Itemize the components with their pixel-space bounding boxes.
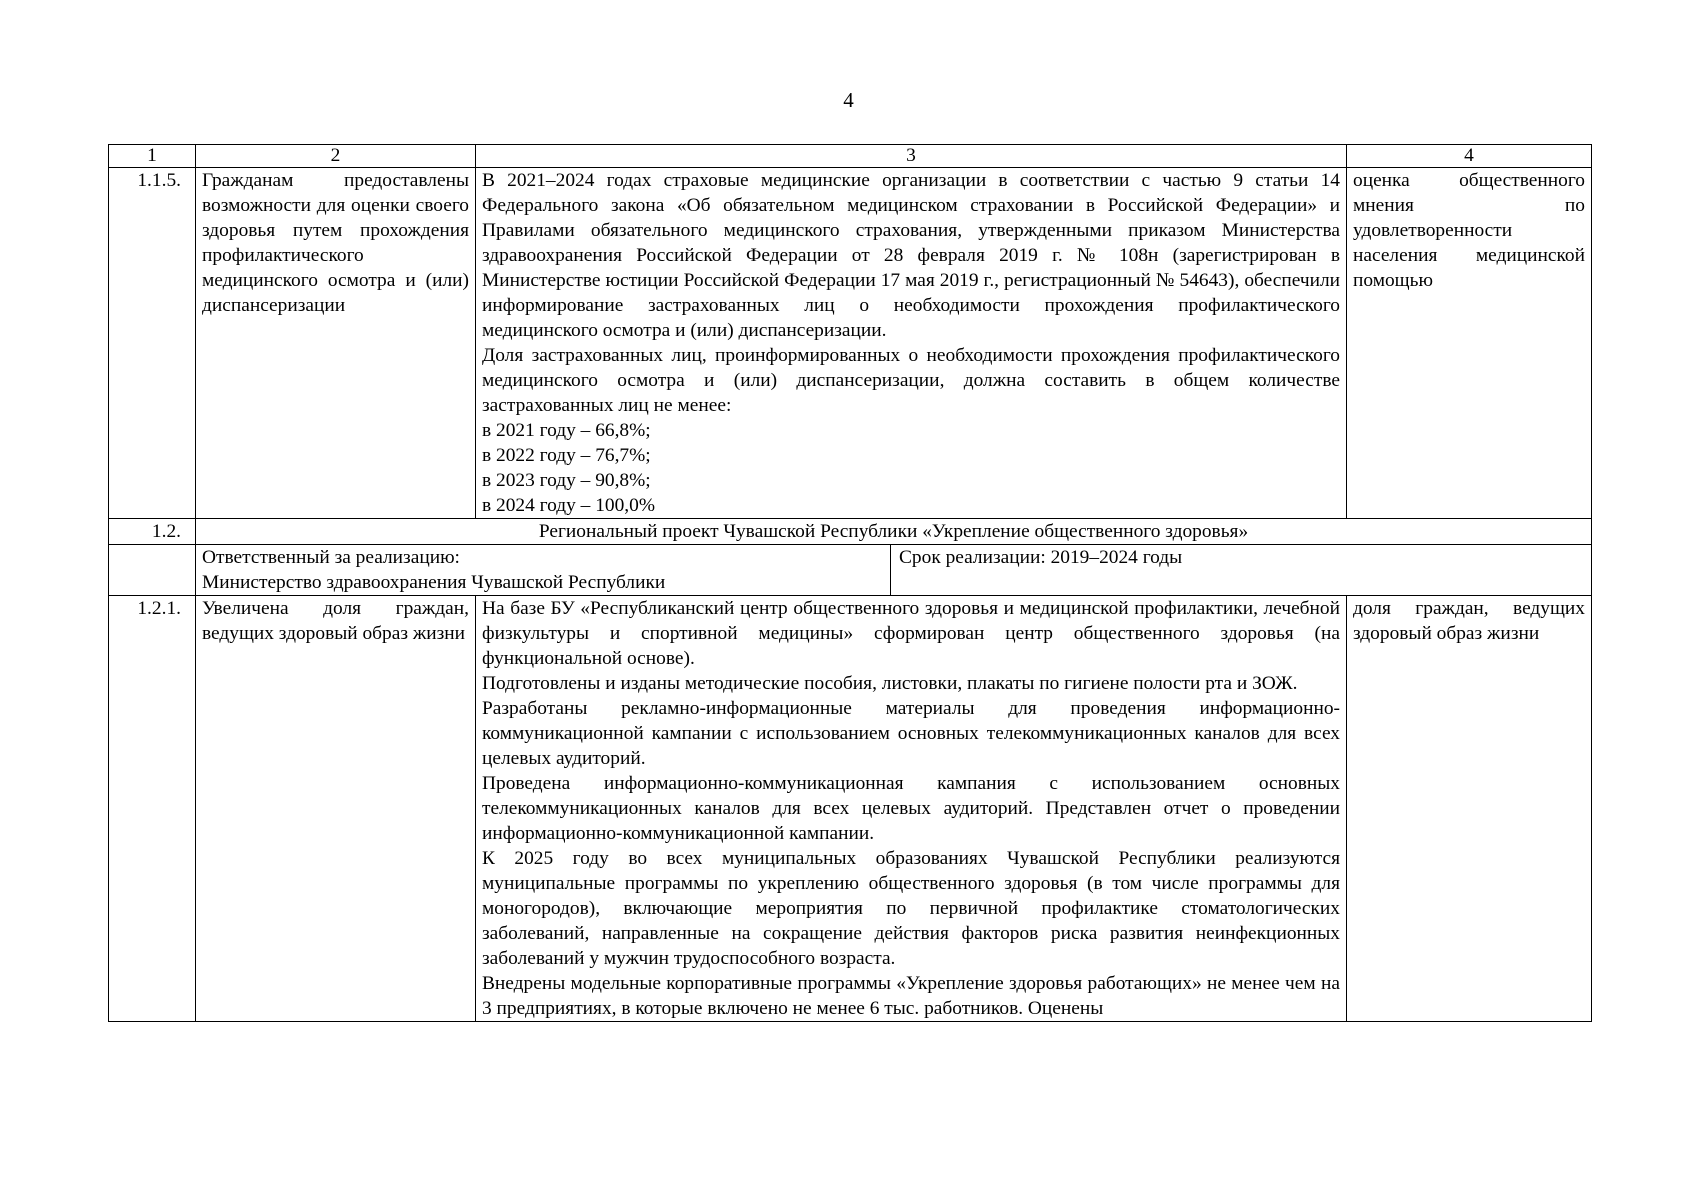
indicator-cell: оценка общественного мнения по удовлетворенности населения медицинской помощью: [1347, 168, 1592, 519]
year-target-2023: в 2023 году – 90,8%;: [482, 470, 651, 491]
description-paragraph: К 2025 году во всех муниципальных образованиях Чувашской Республики реализуются муниципальные программы по укреплению общественного здоровья (в том числе программы для моногородов), включающие мероприятия по первичной профилактике стоматологических заболеваний, направленные на сокращение действия факторов риска развития неинфекционных заболеваний у мужчин трудоспособного возраста.: [482, 848, 1340, 969]
row-number: 1.1.5.: [109, 168, 196, 519]
row-number: 1.2.1.: [109, 596, 196, 1022]
year-target-2021: в 2021 году – 66,8%;: [482, 420, 651, 441]
table-row: [109, 596, 1592, 1022]
responsible-cell: [196, 545, 1592, 596]
column-header-3: 3: [476, 145, 1347, 168]
responsible-label: Ответственный за реализацию:: [202, 547, 460, 568]
responsible-block: [196, 545, 891, 595]
description-cell: [476, 168, 1347, 519]
row-number: 1.2.: [109, 519, 196, 545]
project-title-row: [109, 519, 1592, 545]
indicator-cell: доля граждан, ведущих здоровый образ жизни: [1347, 596, 1592, 1022]
column-header-1: 1: [109, 145, 196, 168]
description-paragraph: Внедрены модельные корпоративные программы «Укрепление здоровья работающих» не менее чем на 3 предприятиях, в которые включено не менее 6 тыс. работников. Оценены: [482, 973, 1340, 1019]
share-paragraph: Доля застрахованных лиц, проинформированных о необходимости прохождения профилактического медицинского осмотра и (или) диспансеризации, должна составить в общем количестве застрахованных лиц не менее:: [482, 345, 1340, 416]
description-paragraph: В 2021–2024 годах страховые медицинские организации в соответствии с частью 9 статьи 14 Федерального закона «Об обязательном медицинском страховании в Российской Федерации» и Правилами обязательного медицинского страхования, утвержденными приказом Министерства здравоохранения Российской Федерации от 28 февраля 2019 г. № 108н (зарегистрирован в Министерстве юстиции Российской Федерации 17 мая 2019 г., регистрационный № 54643), обеспечили информирование застрахованных лиц о необходимости прохождения профилактического медицинского осмотра и (или) диспансеризации.: [482, 170, 1340, 341]
description-cell: [476, 596, 1347, 1022]
empty-number-cell: [109, 545, 196, 596]
description-paragraph: Подготовлены и изданы методические пособия, листовки, плакаты по гигиене полости рта и ЗОЖ.: [482, 673, 1298, 694]
description-paragraph: На базе БУ «Республиканский центр общественного здоровья и медицинской профилактики, лечебной физкультуры и спортивной медицины» сформирован центр общественного здоровья (на функциональной основе).: [482, 598, 1340, 669]
term-block: Срок реализации: 2019–2024 годы: [899, 547, 1183, 568]
column-header-2: 2: [196, 145, 476, 168]
responsible-row: [109, 545, 1592, 596]
year-target-2022: в 2022 году – 76,7%;: [482, 445, 651, 466]
expected-result-cell: Увеличена доля граждан, ведущих здоровый образ жизни: [196, 596, 476, 1022]
page-number: 4: [843, 88, 854, 112]
column-header-4: 4: [1347, 145, 1592, 168]
table-row: [109, 168, 1592, 519]
expected-result-cell: Гражданам предоставлены возможности для оценки своего здоровья путем прохождения профилактического медицинского осмотра и (или) диспансеризации: [196, 168, 476, 519]
table-header-row: [109, 145, 1592, 168]
year-target-2024: в 2024 году – 100,0%: [482, 495, 655, 516]
description-paragraph: Проведена информационно-коммуникационная кампания с использованием основных телекоммуникационных каналов для всех целевых аудиторий. Представлен отчет о проведении информационно-коммуникационной кампании.: [482, 773, 1340, 844]
responsible-value: Министерство здравоохранения Чувашской Республики: [202, 572, 666, 593]
project-title: Региональный проект Чувашской Республики «Укрепление общественного здоровья»: [196, 519, 1592, 545]
program-table: [108, 144, 1592, 1022]
description-paragraph: Разработаны рекламно-информационные материалы для проведения информационно-коммуникационной кампании с использованием основных телекоммуникационных каналов для всех целевых аудиторий.: [482, 698, 1340, 769]
